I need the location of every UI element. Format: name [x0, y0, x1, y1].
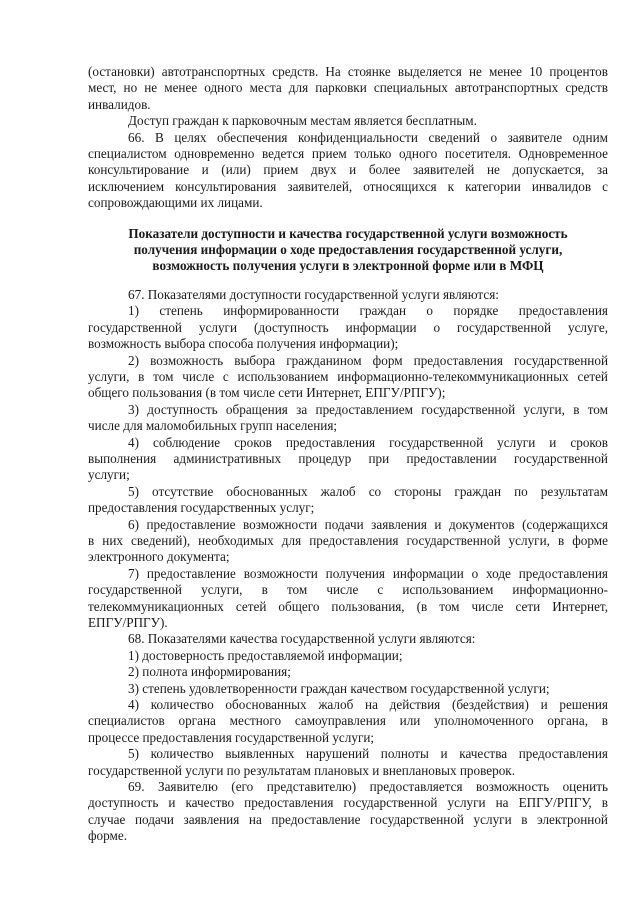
- text-line: ЕПГУ/РПГУ).: [88, 615, 168, 630]
- text-line: 7) предоставление возможности получения информации о ходе предоставления: [128, 565, 608, 581]
- text-line: государственной услуги (доступность информации о государственной услуге,: [88, 319, 608, 335]
- paragraph-66: [88, 130, 608, 212]
- text-line: мест, но не менее одного места для парковки специальных автотранспортных средств: [88, 80, 608, 96]
- text-line: 69. Заявителю (его представителю) предоставляется возможность оценить: [128, 779, 608, 795]
- text-line: 6) предоставление возможности подачи заявления и документов (содержащихся: [128, 516, 608, 532]
- text-line: процессе предоставления государственной услуги;: [88, 729, 375, 745]
- text-line: 1) достоверность предоставляемой информации;: [128, 647, 403, 663]
- text-line: в них сведений), необходимых для предоставления государственной услуги, в форме: [88, 532, 608, 548]
- intro-paragraph: [88, 64, 608, 113]
- text-line: сопровождающими их лицами.: [88, 195, 263, 211]
- parking-paragraph: [88, 113, 608, 129]
- text-line: форме.: [88, 828, 128, 844]
- text-line: услуги, в том числе с использованием информационно-телекоммуникационных сетей: [88, 368, 608, 384]
- text-line: общего пользования (в том числе сети Интернет, ЕПГУ/РПГУ);: [88, 385, 446, 401]
- text-line: (остановки) автотранспортных средств. На стоянке выделяется не менее 10 процентов: [88, 64, 608, 79]
- text-line: 2) полнота информирования;: [128, 664, 291, 680]
- text-line: 5) отсутствие обоснованных жалоб со стороны граждан по результатам: [128, 483, 608, 499]
- text-line: числе для маломобильных групп населения;: [88, 418, 338, 434]
- text-line: 4) количество обоснованных жалоб на действия (бездействия) и решения: [128, 697, 608, 713]
- text-line: 67. Показателями доступности государственной услуги являются:: [128, 286, 499, 302]
- text-line: 1) степень информированности граждан о порядке предоставления: [128, 303, 608, 319]
- text-line: специалистом одновременно ведется прием только одного посетителя. Одновременное: [88, 146, 608, 162]
- text-line: специалистов органа местного самоуправления или уполномоченного органа, в: [88, 713, 608, 729]
- heading-line: возможность получения услуги в электронной форме или в МФЦ: [152, 258, 544, 274]
- heading-line: получения информации о ходе предоставления государственной услуги,: [133, 242, 563, 258]
- text-line: доступность и качество предоставления государственной услуги на ЕПГУ/РПГУ, в: [88, 795, 608, 811]
- text-line: случае подачи заявления на предоставление государственной услуги в электронной: [88, 811, 608, 827]
- text-line: государственной услуги, в том числе с использованием информационно-: [88, 582, 608, 598]
- text-line: 3) доступность обращения за предоставлением государственной услуги, в том: [128, 401, 608, 417]
- paragraph-69: [88, 779, 608, 845]
- text-line: государственной услуги по результатам плановых и внеплановых проверок.: [88, 762, 515, 778]
- heading-line: Показатели доступности и качества государственной услуги возможность: [128, 225, 568, 241]
- text-line: 66. В целях обеспечения конфиденциальности сведений о заявителе одним: [128, 129, 608, 145]
- text-line: Доступ граждан к парковочным местам является бесплатным.: [128, 113, 477, 129]
- text-line: выполнения административных процедур при предоставлении государственной: [88, 450, 608, 466]
- text-line: услуги;: [88, 467, 130, 483]
- text-line: 4) соблюдение сроков предоставления государственной услуги и сроков: [128, 434, 608, 450]
- text-line: электронного документа;: [88, 549, 230, 565]
- text-line: исключением консультирования заявителей, относящихся к категории инвалидов с: [88, 178, 608, 194]
- text-line: инвалидов.: [88, 96, 151, 112]
- text-line: консультирование и (или) прием двух и более заявителей не допускается, за: [88, 162, 608, 178]
- section-heading: [88, 226, 608, 275]
- paragraph-68: [88, 631, 608, 779]
- text-line: телекоммуникационных сетей общего пользования, (в том числе сети Интернет,: [88, 598, 608, 614]
- text-line: 2) возможность выбора гражданином форм предоставления государственной: [128, 352, 608, 368]
- text-line: 3) степень удовлетворенности граждан качеством государственной услуги;: [128, 680, 550, 696]
- text-line: 68. Показателями качества государственной услуги являются:: [128, 631, 476, 647]
- text-line: 5) количество выявленных нарушений полноты и качества предоставления: [128, 746, 608, 762]
- text-line: предоставления государственных услуг;: [88, 500, 315, 516]
- text-line: возможность выбора способа получения информации);: [88, 336, 399, 352]
- paragraph-67: [88, 287, 608, 632]
